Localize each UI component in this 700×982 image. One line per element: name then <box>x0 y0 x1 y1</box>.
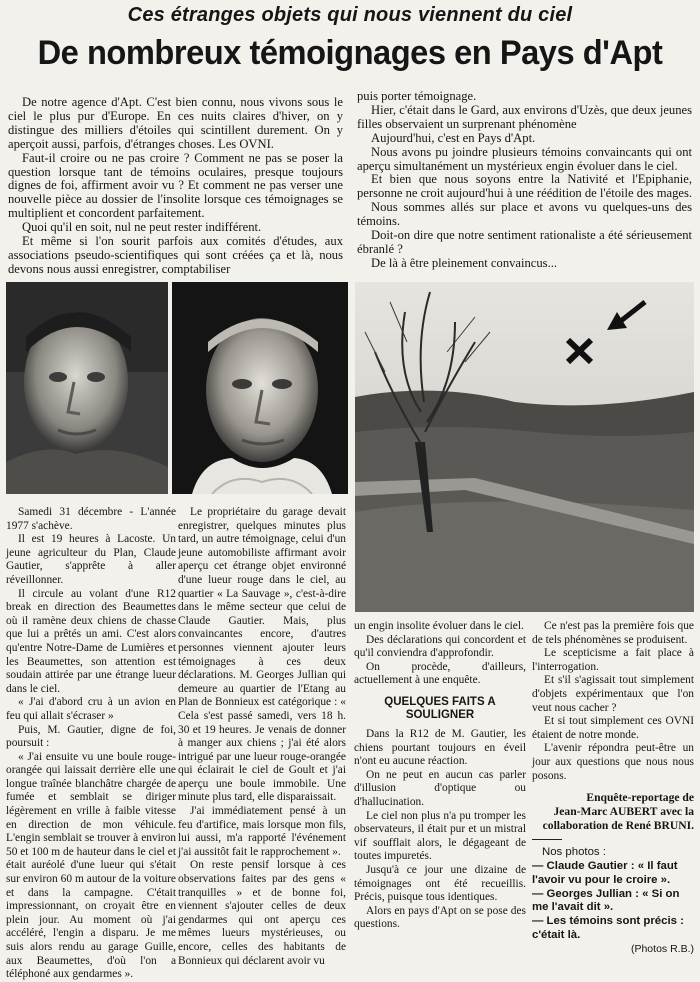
photo-georges-jullian <box>172 282 348 494</box>
photo-claude-gautier <box>6 282 168 494</box>
body-column-c <box>354 620 526 932</box>
paragraph: Il circule au volant d'une R12 break en direction des Beaumettes où il ramène deux chiens de chasse que lui a prêtés un ami. C'est alors qu'entre Notre-Dame de Lumières et les Beaumettes, son attention est soudain attirée par une étrange lueur dans le ciel. <box>6 587 176 695</box>
paragraph: Quoi qu'il en soit, nul ne peut rester indifférent. <box>22 220 262 235</box>
paragraph: « J'ai d'abord cru à un avion en feu qui allait s'écraser » <box>6 696 176 722</box>
paragraph: Et s'il s'agissait tout simplement d'objets expérimentaux que l'on veut nous cacher ? <box>532 674 694 714</box>
paragraph: puis porter témoignage. <box>357 89 477 103</box>
photo-credit: (Photos R.B.) <box>630 942 694 955</box>
byline-line: Enquête-reportage de <box>586 791 694 805</box>
paragraph: « J'ai ensuite vu une boule rouge-orangée qui laissait derrière elle une longue traînée blanchâtre chargée de fumée et semblait se diriger légèrement en vrille à faible vitesse en direction de mon véhicule. L'engin semblait se trouver à environ 50 et 100 m de hauteur dans le ciel et était auréolé d'une lueur qui s'était sur environ 60 m autour de la voiture et dans la campagne. C'était impressionnant, on croyait être en plein jour. Au moment où j'ai accéléré, l'engin a disparu. Je me suis alors rendu au garage Guille, aux Beaumettes, d'où l'on a téléphoné aux gendarmes ». <box>6 750 176 981</box>
portrait-image <box>172 282 348 494</box>
paragraph: On reste pensif lorsque à ces observations faites par des gens « tranquilles » et de bonne foi, viennent s'ajouter celles de deux gendarmes qui ont aperçu ces mêmes lueurs mystérieuses, ou encore, celles des habitants de Bonnieux qui déclarent avoir vu <box>178 859 346 967</box>
paragraph: Jusqu'à ce jour une dizaine de témoignages ont été recueillis. Précis, puisque tous identiques. <box>354 863 526 904</box>
landscape-image <box>355 282 694 612</box>
intro-column-left <box>8 96 343 277</box>
paragraph: Nous sommes allés sur place et avons vu quelques-uns des témoins. <box>357 200 692 229</box>
paragraph: De notre agence d'Apt. C'est bien connu, nous vivons sous le ciel le plus pur d'Europe. En ces nuits claires d'hiver, on y distingue des milliers d'étoiles qui scintillent durement. On y aperçoit aussi, parfois, d'étranges choses. Les OVNI. <box>8 95 343 151</box>
caption-line: — Claude Gautier : « Il faut l'avoir vu pour le croire ». <box>532 859 678 886</box>
paragraph: Des déclarations qui concordent et qu'il conviendra d'approfondir. <box>354 633 526 660</box>
byline <box>532 791 694 833</box>
byline-line: Jean-Marc AUBERT avec la <box>553 805 694 819</box>
subheading: SOULIGNER <box>405 708 475 721</box>
subheading: QUELQUES FAITS A <box>384 695 496 708</box>
paragraph: Nous avons pu joindre plusieurs témoins convaincants qui ont aperçu simultanément un mystérieux engin évoluer dans le ciel. <box>357 144 692 173</box>
divider <box>532 839 562 840</box>
paragraph: De là à être pleinement convaincus... <box>371 255 558 270</box>
body-column-a <box>6 506 176 982</box>
paragraph: On procède, d'ailleurs, actuellement à une enquête. <box>354 660 526 687</box>
paragraph: Doit-on dire que notre sentiment rationaliste a été sérieusement ébranlé ? <box>357 228 692 256</box>
caption-line: — Georges Jullian : « Si on me l'avait dit ». <box>532 887 680 914</box>
paragraph: Le scepticisme a fait place à l'interrogation. <box>532 647 694 673</box>
paragraph: Aujourd'hui, c'est en Pays d'Apt. <box>371 130 536 145</box>
paragraph: Le ciel non plus n'a pu tromper les observateurs, il était pur et un mistral vif soufflait alors, le dégageant de toutes impuretés. <box>354 809 526 863</box>
paragraph: J'ai immédiatement pensé à un feu d'artifice, mais lorsque mon fils, lui aussi, m'a rapporté l'événement j'ai aussitôt fait le rapprochement ». <box>178 805 346 858</box>
photo-landscape-site <box>355 282 694 612</box>
body-column-b <box>178 506 346 968</box>
paragraph: On ne peut en aucun cas parler d'illusion d'optique ou d'hallucination. <box>354 768 526 808</box>
article-kicker: Ces étranges objets qui nous viennent du ciel <box>127 4 573 26</box>
photo-captions <box>532 846 694 956</box>
paragraph: Et si tout simplement ces OVNI étaient de notre monde. <box>532 715 694 741</box>
byline-line: collaboration de René BRUNI. <box>542 819 694 833</box>
paragraph: Le propriétaire du garage devait enregistrer, quelques minutes plus tard, un autre témoignage, celui d'un jeune automobiliste affirmant avoir aperçu cet étrange objet environné d'une lueur rouge dans le ciel, au quartier « La Sauvage », c'est-à-dire dans le même secteur que celui de Claude Gautier. Mais, plus convaincantes encore, d'autres personnes viennent ajouter leurs témoignages à ces deux déclarations. M. Georges Jullian qui demeure au quartier de l'Etang au Plan de Bonnieux est catégorique : « Cela s'est passé samedi, vers 18 h. 30 et 19 heures. Je venais de donner à manger aux chiens ; j'ai été alors intrigué par une lueur rouge-orangée qui éclairait le ciel de Goult et j'ai aperçu une boule immobile. Une minute plus tard, elle disparaissait. <box>178 506 346 804</box>
paragraph: Et même si l'on sourit parfois aux comités d'études, aux associations pseudo-scientifiques qui sont créées ça et là, nous devons nous aussi enregistrer, comptabiliser <box>8 234 343 276</box>
intro-column-right <box>357 90 692 271</box>
paragraph: Samedi 31 décembre - L'année 1977 s'achève. <box>6 506 176 532</box>
caption-line: — Les témoins sont précis : c'était là. <box>532 915 684 941</box>
portrait-image <box>6 282 168 494</box>
paragraph: Hier, c'était dans le Gard, aux environs d'Uzès, que deux jeunes filles observaient un surprenant phénomène <box>357 102 692 131</box>
paragraph: Puis, M. Gautier, digne de foi, poursuit : <box>6 723 176 750</box>
paragraph: Il est 19 heures à Lacoste. Un jeune agriculteur du Plan, Claude Gautier, s'apprête à aller réveillonner. <box>6 533 176 586</box>
paragraph: L'avenir répondra peut-être un jour aux questions que nous nous posons. <box>532 742 694 782</box>
paragraph: Et bien que nous soyons entre la Nativité et l'Epiphanie, personne ne croit aujourd'hui à une réédition de l'étoile des mages. <box>357 172 693 201</box>
paragraph: Faut-il croire ou ne pas croire ? Comment ne pas se poser la question lorsque tant de témoins oculaires, presque toujours dignes de foi, affirment avoir vu ? Et comment ne pas verser une nouvelle pièce au dossier de l'insolite lorsque ces témoignages se multiplient et concordent parfaitement. <box>8 150 343 221</box>
article-headline: De nombreux témoignages en Pays d'Apt <box>37 34 663 72</box>
paragraph: Alors en pays d'Apt on se pose des questions. <box>354 904 526 931</box>
paragraph: Dans la R12 de M. Gautier, les chiens pourtant toujours en éveil n'ont eu aucune réaction. <box>354 727 526 768</box>
body-column-d <box>532 620 694 957</box>
captions-title: Nos photos : <box>542 846 606 859</box>
paragraph: Ce n'est pas la première fois que de tels phénomènes se produisent. <box>532 620 694 646</box>
paragraph: un engin insolite évoluer dans le ciel. <box>354 620 524 632</box>
